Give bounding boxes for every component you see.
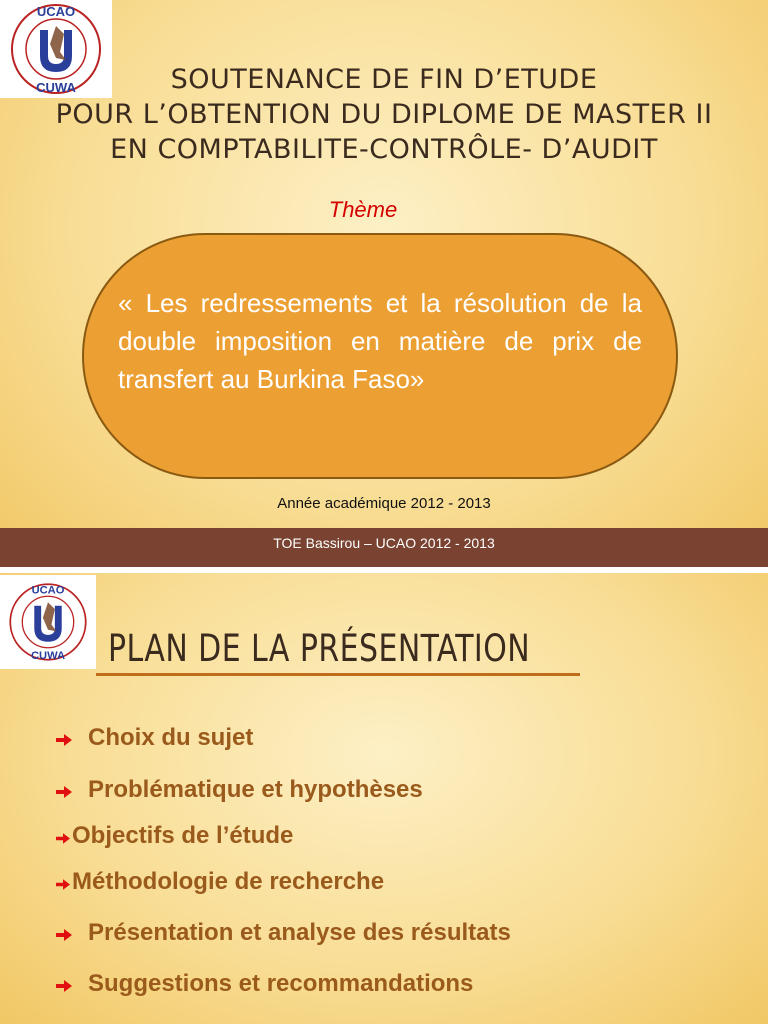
theme-text: « Les redressements et la résolution de la double imposition en matière de prix de transfert au Burkina Faso» [118,288,642,394]
footer-bar [0,528,768,567]
footer-text: TOE Bassirou – UCAO 2012 - 2013 [273,535,495,551]
plan-item [56,724,253,753]
slide-plan [0,573,768,1024]
plan-item-label: Choix du sujet [88,724,254,751]
plan-item [56,970,473,999]
plan-item-label: Suggestions et recommandations [88,970,474,997]
red-arrow-icon [56,920,72,948]
logo-top-text: UCAO [36,4,76,19]
red-arrow-icon [56,869,70,897]
plan-item [56,919,511,948]
red-arrow-icon [56,725,72,753]
ucao-logo [0,575,96,669]
plan-item-label: Objectifs de l’étude [72,822,294,849]
red-arrow-icon [56,971,72,999]
plan-item-label: Problématique et hypothèses [88,776,423,803]
title-line-3: EN COMPTABILITE-CONTRÔLE- D’AUDIT [110,134,658,165]
plan-title-text: PLAN DE LA PRÉSENTATION [108,627,531,670]
plan-item-label: Méthodologie de recherche [72,868,385,895]
plan-item-label: Présentation et analyse des résultats [88,919,511,946]
slide-title-text [0,62,768,167]
title-line-2: POUR L’OBTENTION DU DIPLOME DE MASTER II [55,99,713,130]
plan-item [56,822,293,851]
title-line-1: SOUTENANCE DE FIN D’ETUDE [170,64,598,95]
plan-item [56,868,384,897]
theme-label: Thème [328,197,398,222]
logo-bottom-text: CUWA [36,80,76,95]
title-underline [96,673,580,676]
plan-item [56,776,423,805]
red-arrow-icon [56,823,70,851]
logo-top-text: UCAO [31,584,65,597]
academic-year: Année académique 2012 - 2013 [277,495,491,512]
logo-bottom-text: CUWA [30,649,65,662]
red-arrow-icon [56,777,72,805]
plan-title [108,627,577,670]
